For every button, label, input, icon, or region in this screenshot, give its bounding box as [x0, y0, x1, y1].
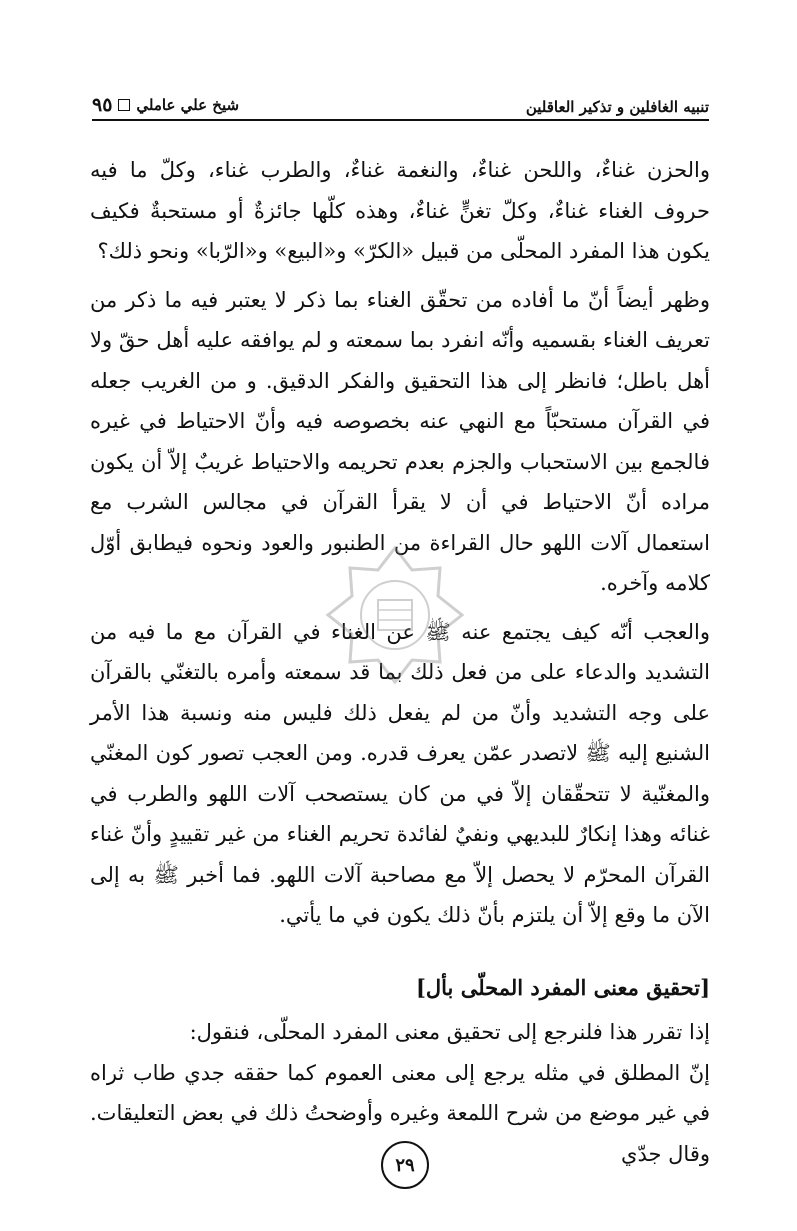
paragraph-3: والعجب أنّه كيف يجتمع عنه ﷺ عن الغناء في القرآن مع ما فيه من التشديد والدعاء على من فعل ذلك بما قد سمعته وأمره بالتغنّي بالقرآن على وجه التشديد وأنّ من لم يفعل ذلك فليس منه ونسبة هذا الأمر الشنيع إليه ﷺ لاتصدر عمّن يعرف قدره. ومن العجب تصور كون المغنّي والمغنّية لا تتحقّقان إلاّ في من كان يستصحب آلات اللهو والطرب في غنائه وهذا إنكارٌ للبديهي ونفيٌ لفائدة تحريم الغناء من غير تقييدٍ وأنّ غناء القرآن المحرّم لا يحصل إلاّ مع مصاحبة آلات اللهو. فما أخبر ﷺ به إلى الآن ما وقع إلاّ أن يلتزم بأنّ ذلك يكون في ما يأتي.	[90, 619, 710, 927]
header-number: ٩٥	[92, 94, 113, 116]
section-paragraph-2: إنّ المطلق في مثله يرجع إلى معنى العموم كما حققه جدي طاب ثراه في غير موضع من شرح اللمعة وغيره وأوضحتُ ذلك في بعض التعليقات. وقال جدّي	[90, 1060, 710, 1166]
section-paragraph-1: إذا تقرر هذا فلنرجع إلى تحقيق معنى المفرد المحلّى، فنقول:	[189, 1020, 710, 1044]
header-book-title: تنبيه الغافلين و تذكير العاقلين	[525, 98, 709, 116]
section-title: [تحقيق معنى المفرد المحلّى بأل]	[415, 974, 710, 1000]
header-author-group	[92, 94, 239, 116]
paragraph-1: والحزن غناءٌ، واللحن غناءٌ، والنغمة غناءٌ، والطرب غناء، وكلّ ما فيه حروف الغناء غناءٌ، وكلّ تغنٍّ غناءٌ، وهذه كلّها جائزةٌ أو مستحبةٌ فكيف يكون هذا المفرد المحلّى من قبيل «الكرّ» و«البيع» و«الرّبا» ونحو ذلك؟	[90, 158, 710, 263]
paragraph-2: وظهر أيضاً أنّ ما أفاده من تحقّق الغناء بما ذكر لا يعتبر فيه ما ذكر من تعريف الغناء بقسميه وأنّه انفرد بما سمعته و لم يوافقه عليه أهل حقّ ولا أهل باطل؛ فانظر إلى هذا التحقيق والفكر الدقيق. و من الغريب جعله في القرآن مستحبّاً مع النهي عنه بخصوصه فيه وأنّ الاحتياط في غيره فالجمع بين الاستحباب والجزم بعدم تحريمه والاحتياط غريبٌ إلاّ أن يكون مراده أنّ الاحتياط في أن لا يقرأ القرآن في مجالس الشرب مع استعمال آلات اللهو حال القراءة من الطنبور والعود ونحوه فيطابق أوّل كلامه وآخره.	[90, 287, 710, 595]
header-author: شيخ علي عاملي	[136, 96, 240, 114]
running-header	[92, 86, 709, 121]
page-number: ٢٩	[381, 1141, 429, 1189]
square-ornament-icon	[118, 99, 130, 111]
main-text	[90, 150, 710, 1174]
